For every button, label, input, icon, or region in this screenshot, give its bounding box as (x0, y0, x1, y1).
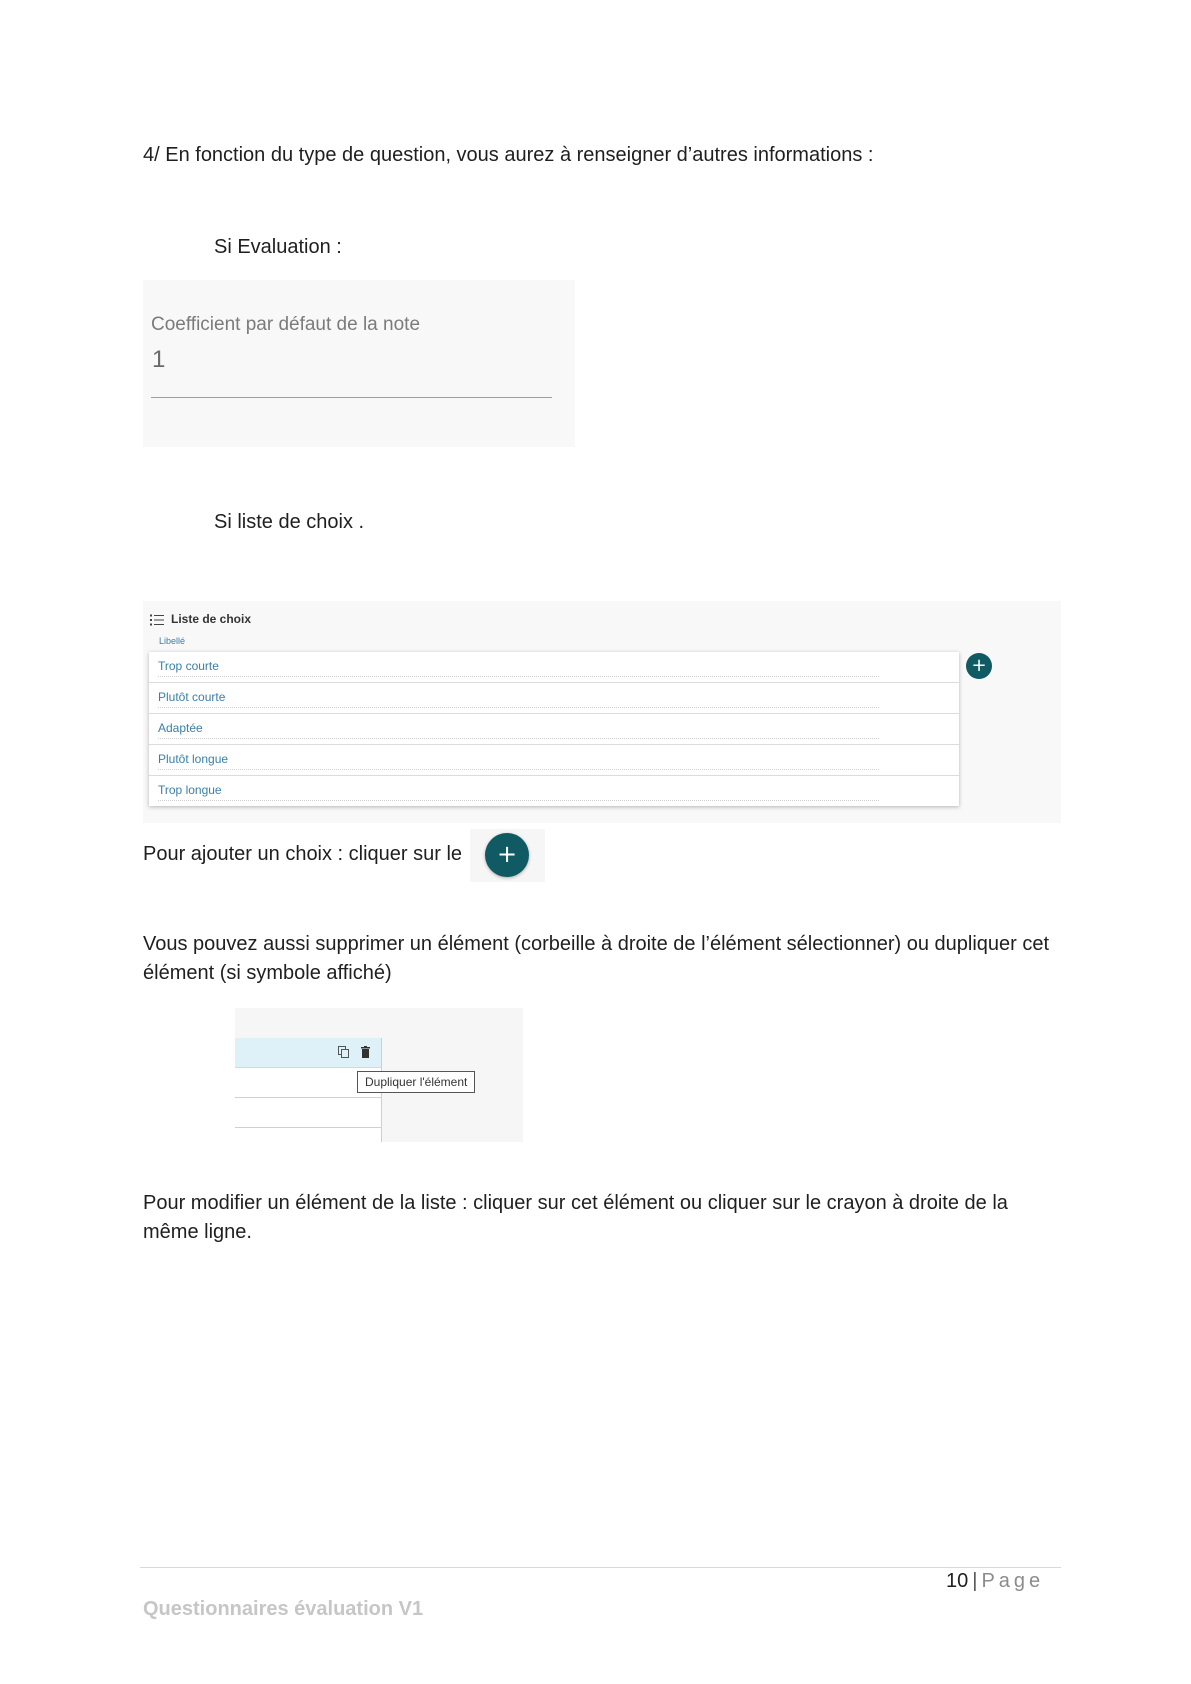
intro-paragraph: 4/ En fonction du type de question, vous aurez à renseigner d’autres informations : (143, 144, 874, 166)
add-button-screenshot (470, 829, 545, 882)
case-evaluation-heading: Si Evaluation : (214, 236, 342, 258)
page-separator: | (972, 1570, 978, 1592)
liste-choix-screenshot (143, 601, 1061, 823)
list-item-label: Plutôt courte (158, 690, 226, 704)
page-number-value: 10 (946, 1570, 969, 1592)
plus-icon: + (496, 840, 518, 868)
list-item-label: Adaptée (158, 721, 203, 735)
duplicate-tooltip: Dupliquer l'élément (357, 1071, 475, 1093)
choice-list (149, 652, 959, 806)
row-divider (235, 1097, 381, 1098)
list-icon (150, 614, 164, 626)
list-item[interactable] (149, 745, 959, 776)
coefficient-field-underline (151, 397, 552, 398)
plus-icon: + (971, 655, 987, 676)
delete-duplicate-paragraph: Vous pouvez aussi supprimer un élément (corbeille à droite de l’élément sélectionner) ou dupliquer cet élément (si symbole affiché) (143, 933, 1050, 984)
page-number (946, 1570, 1044, 1593)
list-item[interactable] (149, 652, 959, 683)
trash-icon[interactable] (361, 1046, 370, 1058)
row-divider (235, 1127, 381, 1128)
list-item[interactable] (149, 776, 959, 806)
coefficient-field-label: Coefficient par défaut de la note (151, 314, 421, 335)
coefficient-field-screenshot (143, 280, 575, 447)
coefficient-field-value[interactable]: 1 (152, 346, 166, 373)
footer-document-title: Questionnaires évaluation V1 (143, 1598, 424, 1620)
list-item-label: Plutôt longue (158, 752, 229, 766)
modify-paragraph: Pour modifier un élément de la liste : cliquer sur cet élément ou cliquer sur le crayon à droite de la même ligne. (143, 1192, 1008, 1243)
copy-icon[interactable] (338, 1046, 349, 1058)
page-label: Page (981, 1570, 1045, 1592)
add-button[interactable] (485, 833, 529, 877)
list-item[interactable] (149, 683, 959, 714)
liste-choix-title: Liste de choix (171, 612, 252, 626)
case-liste-heading: Si liste de choix . (214, 511, 365, 533)
duplicate-screenshot (235, 1008, 523, 1142)
selected-row[interactable] (235, 1038, 381, 1068)
libelle-column-label: Libellé (159, 636, 186, 646)
list-item[interactable] (149, 714, 959, 745)
add-choice-button[interactable] (966, 653, 992, 679)
list-item-label: Trop courte (158, 659, 219, 673)
footer-divider (140, 1567, 1061, 1568)
add-choice-paragraph: Pour ajouter un choix : cliquer sur le (143, 843, 463, 865)
list-item-label: Trop longue (158, 783, 222, 797)
